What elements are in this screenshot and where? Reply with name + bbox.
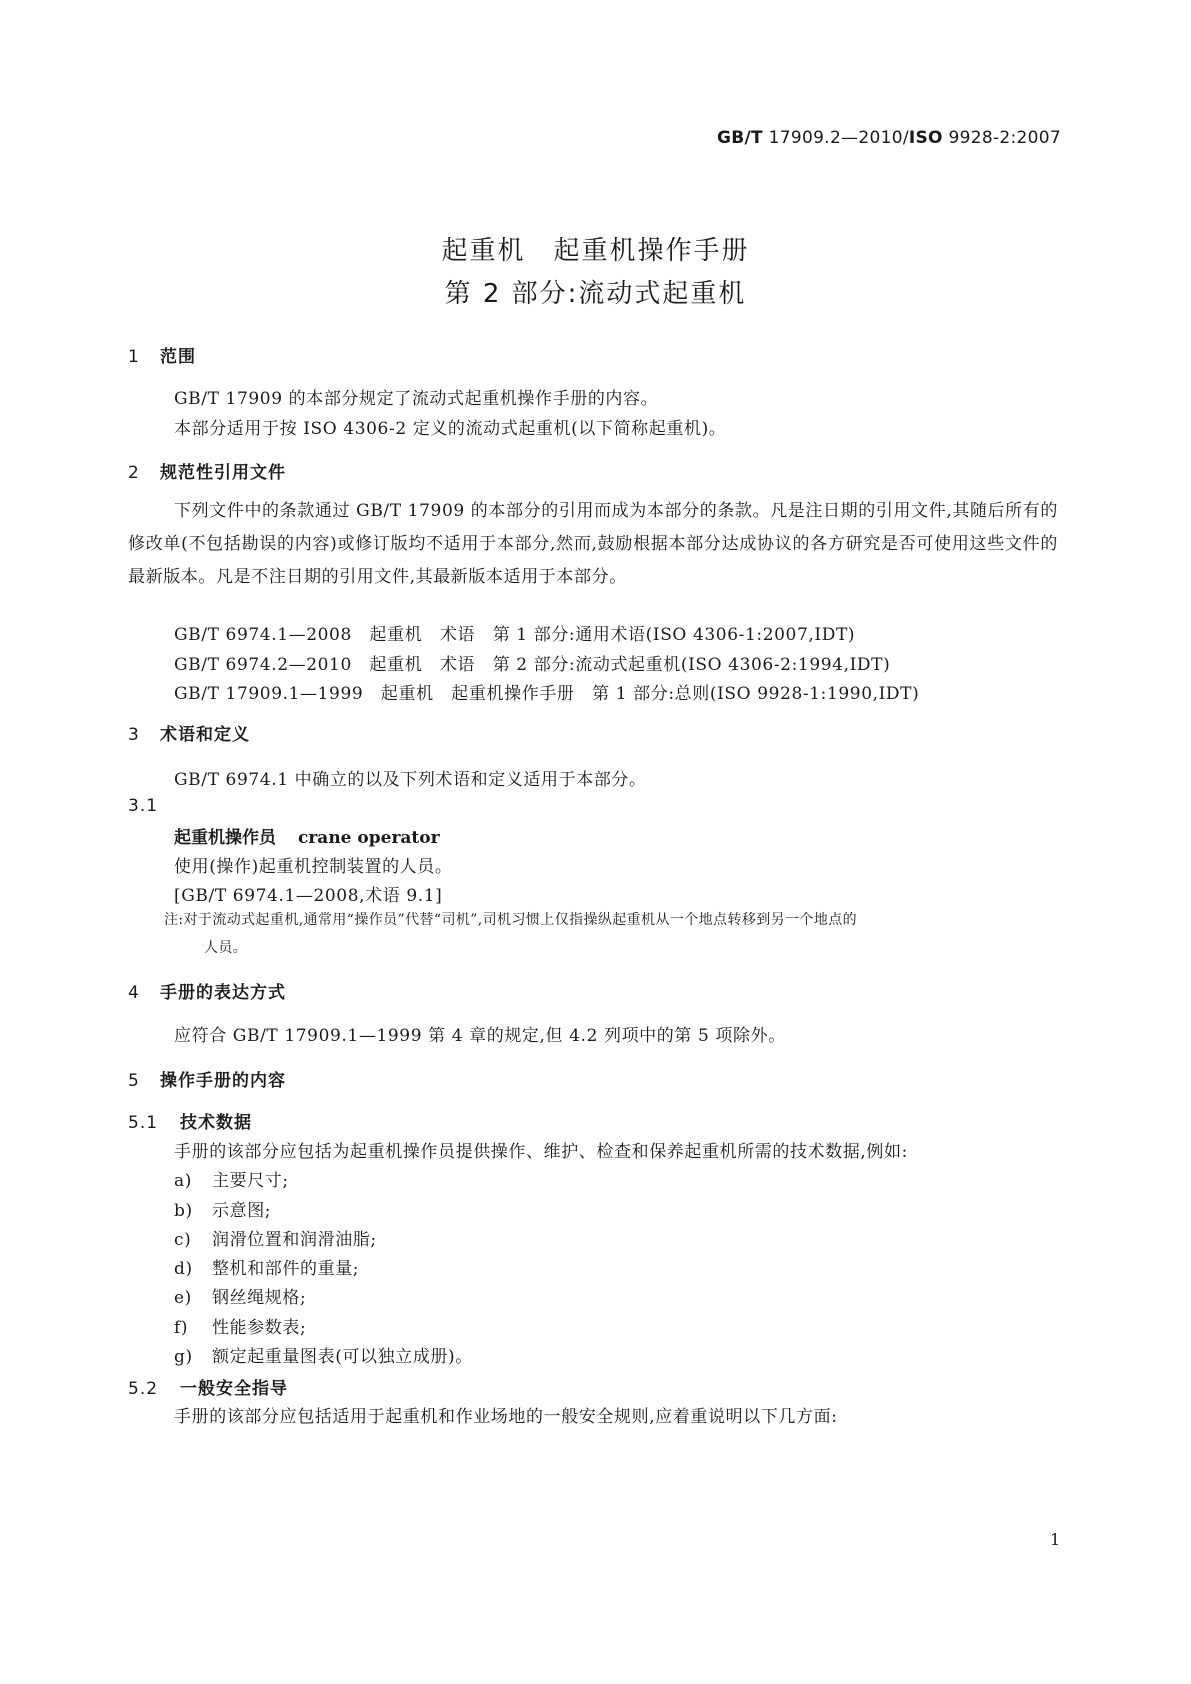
document-title-line2: 第 2 部分:流动式起重机: [444, 279, 747, 309]
section-3-heading: [128, 720, 250, 745]
list-item: [174, 1254, 359, 1279]
std-code-suffix: 9928-2:2007: [942, 128, 1061, 148]
section-1-heading: [128, 342, 196, 367]
standard-code: [717, 128, 1061, 148]
subsection-title: 技术数据: [180, 1113, 252, 1133]
section-1-paragraph-2: 本部分适用于按 ISO 4306-2 定义的流动式起重机(以下简称起重机)。: [174, 419, 727, 439]
section-5-heading: [128, 1066, 286, 1091]
section-number: 1: [128, 347, 140, 367]
list-item: [174, 1196, 271, 1221]
term-source: [GB/T 6974.1—2008,术语 9.1]: [174, 886, 443, 906]
subsection-5-2-paragraph: 手册的该部分应包括适用于起重机和作业场地的一般安全规则,应着重说明以下几方面:: [174, 1407, 838, 1427]
reference-item: GB/T 6974.2—2010 起重机 术语 第 2 部分:流动式起重机(ISO 4306-2:1994,IDT): [174, 655, 891, 675]
list-marker: g): [174, 1347, 193, 1367]
list-marker: f): [174, 1318, 189, 1338]
section-title: 手册的表达方式: [160, 983, 286, 1003]
section-1-paragraph-1: GB/T 17909 的本部分规定了流动式起重机操作手册的内容。: [174, 389, 659, 409]
list-text: 整机和部件的重量;: [212, 1259, 360, 1279]
section-title: 操作手册的内容: [160, 1071, 286, 1091]
list-text: 主要尺寸;: [212, 1171, 289, 1191]
section-title: 规范性引用文件: [160, 463, 286, 483]
section-4-heading: [128, 978, 286, 1003]
list-marker: e): [174, 1288, 192, 1308]
list-item: [174, 1313, 306, 1338]
subsection-3-1-number: [128, 796, 158, 816]
term-note: [164, 906, 1064, 962]
list-item: [174, 1283, 306, 1308]
subsection-5-1-paragraph: 手册的该部分应包括为起重机操作员提供操作、维护、检查和保养起重机所需的技术数据,例如:: [174, 1142, 908, 1162]
std-code-mid: 17909.2—2010/: [762, 128, 909, 148]
note-line: 注:对于流动式起重机,通常用“操作员”代替“司机”,司机习惯上仅指操纵起重机从一个地点转移到另一个地点的: [164, 912, 858, 928]
std-code-iso: ISO: [908, 128, 943, 148]
section-number: 2: [128, 463, 140, 483]
list-marker: d): [174, 1259, 193, 1279]
list-marker: c): [174, 1230, 192, 1250]
list-text: 润滑位置和润滑油脂;: [212, 1230, 377, 1250]
section-number: 5: [128, 1071, 140, 1091]
section-2-paragraph: 下列文件中的条款通过 GB/T 17909 的本部分的引用而成为本部分的条款。凡是注日期的引用文件,其随后所有的修改单(不包括勘误的内容)或修订版均不适用于本部分,然而,鼓励根据本部分达成协议的各方研究是否可使用这些文件的最新版本。凡是不注日期的引用文件,其最新版本适用于本部分。: [128, 501, 1058, 587]
list-marker: a): [174, 1171, 192, 1191]
note-line: 人员。: [204, 940, 248, 956]
subsection-5-2-heading: [128, 1374, 288, 1399]
list-item: [174, 1225, 377, 1250]
section-title: 术语和定义: [160, 725, 250, 745]
std-code-prefix: GB/T: [717, 128, 763, 148]
subsection-number: 5.2: [128, 1379, 159, 1399]
list-marker: b): [174, 1201, 193, 1221]
reference-item: GB/T 17909.1—1999 起重机 起重机操作手册 第 1 部分:总则(ISO 9928-1:1990,IDT): [174, 684, 920, 704]
term-chinese: 起重机操作员: [174, 828, 276, 848]
document-title-line1: 起重机 起重机操作手册: [441, 236, 750, 266]
subsection-5-1-heading: [128, 1108, 252, 1133]
term-english: crane operator: [298, 828, 440, 848]
term-entry: [174, 823, 440, 848]
section-number: 4: [128, 983, 140, 1003]
section-2-heading: [128, 458, 286, 483]
term-definition: 使用(操作)起重机控制装置的人员。: [174, 857, 453, 877]
subsection-number: 5.1: [128, 1113, 159, 1133]
list-text: 钢丝绳规格;: [212, 1288, 307, 1308]
section-4-paragraph: 应符合 GB/T 17909.1—1999 第 4 章的规定,但 4.2 列项中的第 5 项除外。: [174, 1026, 786, 1046]
list-text: 额定起重量图表(可以独立成册)。: [212, 1347, 473, 1367]
subsection-number: 3.1: [128, 796, 159, 816]
list-item: [174, 1342, 473, 1367]
page-number: 1: [1050, 1530, 1061, 1549]
reference-item: GB/T 6974.1—2008 起重机 术语 第 1 部分:通用术语(ISO 4306-1:2007,IDT): [174, 625, 856, 645]
subsection-title: 一般安全指导: [180, 1379, 288, 1399]
list-text: 性能参数表;: [212, 1318, 307, 1338]
section-title: 范围: [160, 347, 196, 367]
list-text: 示意图;: [212, 1201, 272, 1221]
list-item: [174, 1166, 289, 1191]
section-number: 3: [128, 725, 140, 745]
section-3-paragraph: GB/T 6974.1 中确立的以及下列术语和定义适用于本部分。: [174, 770, 647, 790]
